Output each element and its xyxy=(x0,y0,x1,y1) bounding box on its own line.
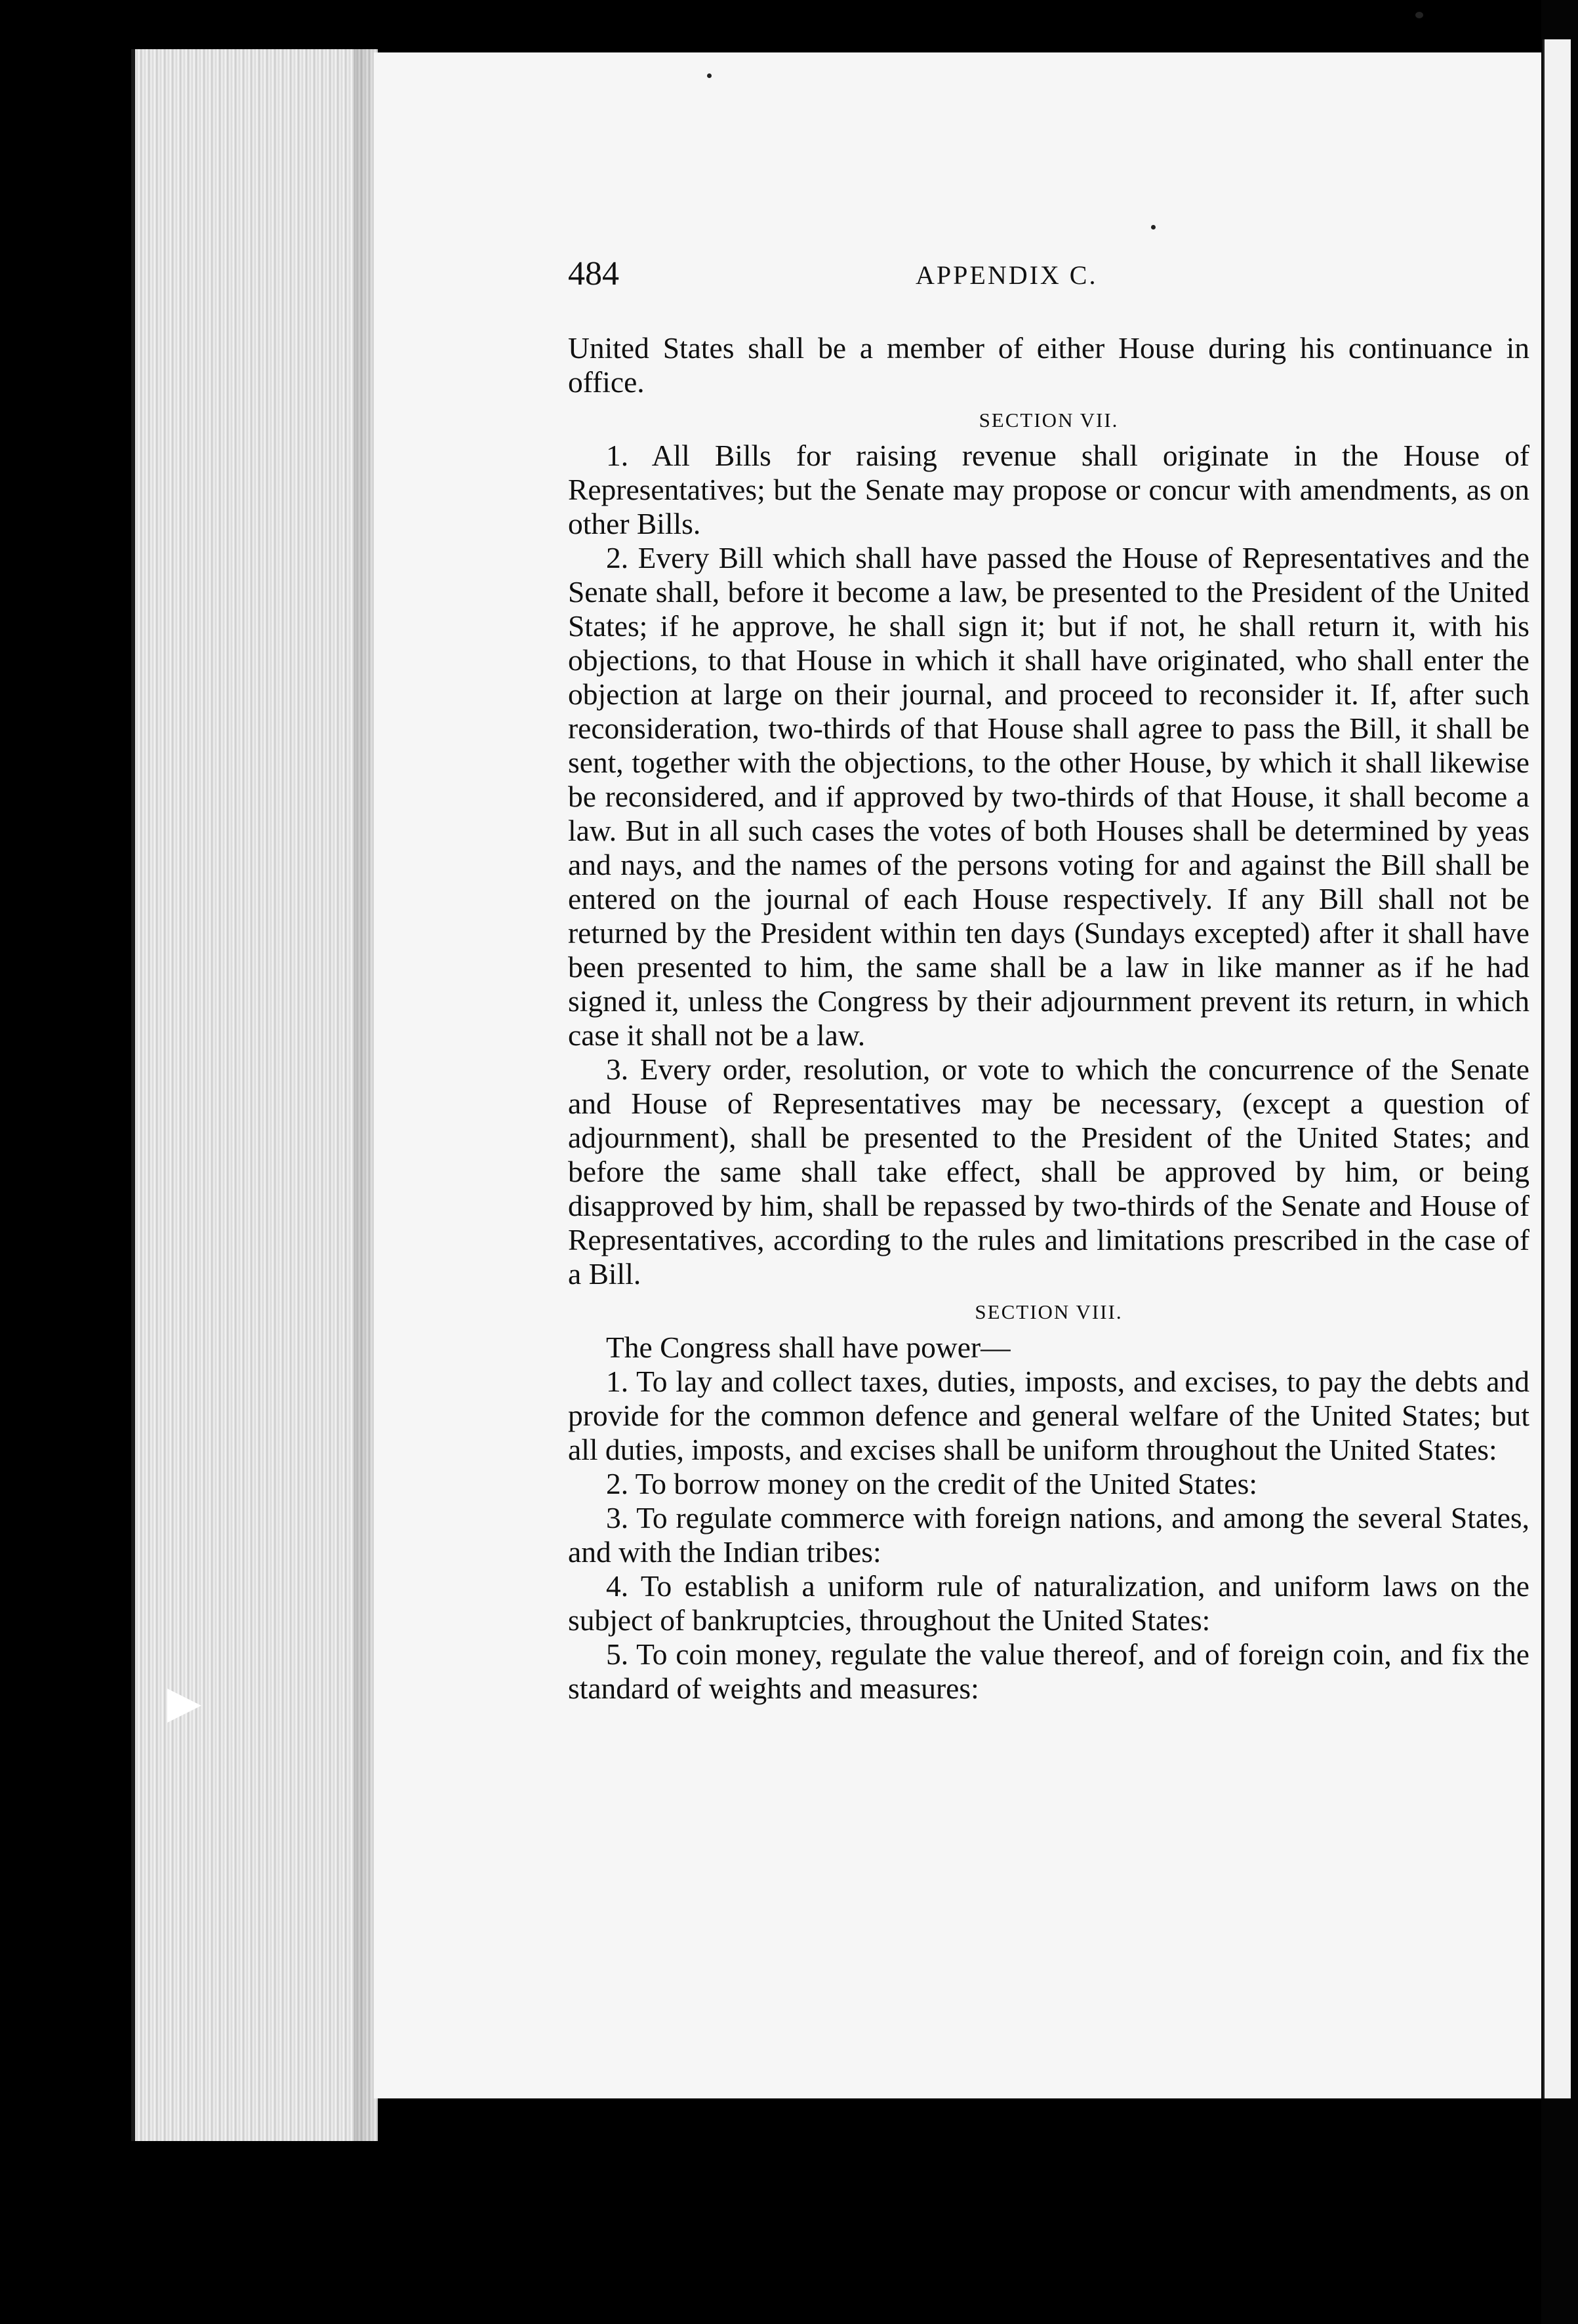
section-heading: SECTION VII. xyxy=(979,409,1119,431)
page-header xyxy=(568,254,1539,300)
clause-paragraph: 2. To borrow money on the credit of the United States: xyxy=(606,1467,1257,1500)
page-tab-mark xyxy=(167,1689,201,1723)
clause-paragraph: 5. To coin money, regulate the value thereof, and of foreign coin, and fix the standard of weights and measures: xyxy=(568,1637,1529,1705)
clause-paragraph: 1. To lay and collect taxes, duties, imposts, and excises, to pay the debts and provide for the common defence and general welfare of the United States; but all duties, imposts, and excises shall be uniform throughout the United States: xyxy=(568,1365,1529,1466)
page-stack-edge xyxy=(131,49,378,2141)
section-heading: SECTION VIII. xyxy=(975,1300,1123,1323)
speck xyxy=(1151,225,1156,230)
page-body xyxy=(568,331,1529,1706)
clause-paragraph: 1. All Bills for raising revenue shall originate in the House of Representatives; but the Senate may propose or concur with amendments, as on other Bills. xyxy=(568,439,1529,540)
facing-page-edge xyxy=(1543,39,1571,2098)
clause-paragraph: 3. Every order, resolution, or vote to which the concurrence of the Senate and House of Representatives may be necessary, (except a question of adjournment), shall be presented to the President of the United States; and before the same shall take effect, shall be approved by him, or being disapproved by him, shall be repassed by two-thirds of the Senate and House of Representatives, according to the rules and limitations prescribed in the case of a Bill. xyxy=(568,1052,1529,1291)
section-intro: The Congress shall have power— xyxy=(606,1331,1011,1364)
speck xyxy=(1415,12,1423,18)
clause-paragraph: 3. To regulate commerce with foreign nations, and among the several States, and with the Indian tribes: xyxy=(568,1501,1529,1569)
running-head: APPENDIX C. xyxy=(916,260,1098,290)
clause-paragraph: 4. To establish a uniform rule of naturalization, and uniform laws on the subject of bankruptcies, throughout the United States: xyxy=(568,1569,1529,1637)
page-number: 484 xyxy=(568,255,619,292)
speck xyxy=(707,73,712,78)
clause-paragraph: 2. Every Bill which shall have passed the House of Representatives and the Senate shall, before it become a law, be presented to the President of the United States; if he approve, he shall sign it; but if not, he shall return it, with his objections, to that House in which it shall have originated, who shall enter the objection at large on their journal, and proceed to reconsider it. If, after such reconsideration, two-thirds of that House shall agree to pass the Bill, it shall be sent, together with the objections, to the other House, by which it shall likewise be reconsidered, and if approved by two-thirds of that House, it shall become a law. But in all such cases the votes of both Houses shall be determined by yeas and nays, and the names of the persons voting for and against the Bill shall be entered on the journal of each House respectively. If any Bill shall not be returned by the President within ten days (Sundays excepted) after it shall have been presented to him, the same shall be a law in like manner as if he had signed it, unless the Congress by their adjournment prevent its return, in which case it shall not be a law. xyxy=(568,541,1529,1052)
continuation-paragraph: United States shall be a member of either House during his continuance in office. xyxy=(568,331,1529,399)
